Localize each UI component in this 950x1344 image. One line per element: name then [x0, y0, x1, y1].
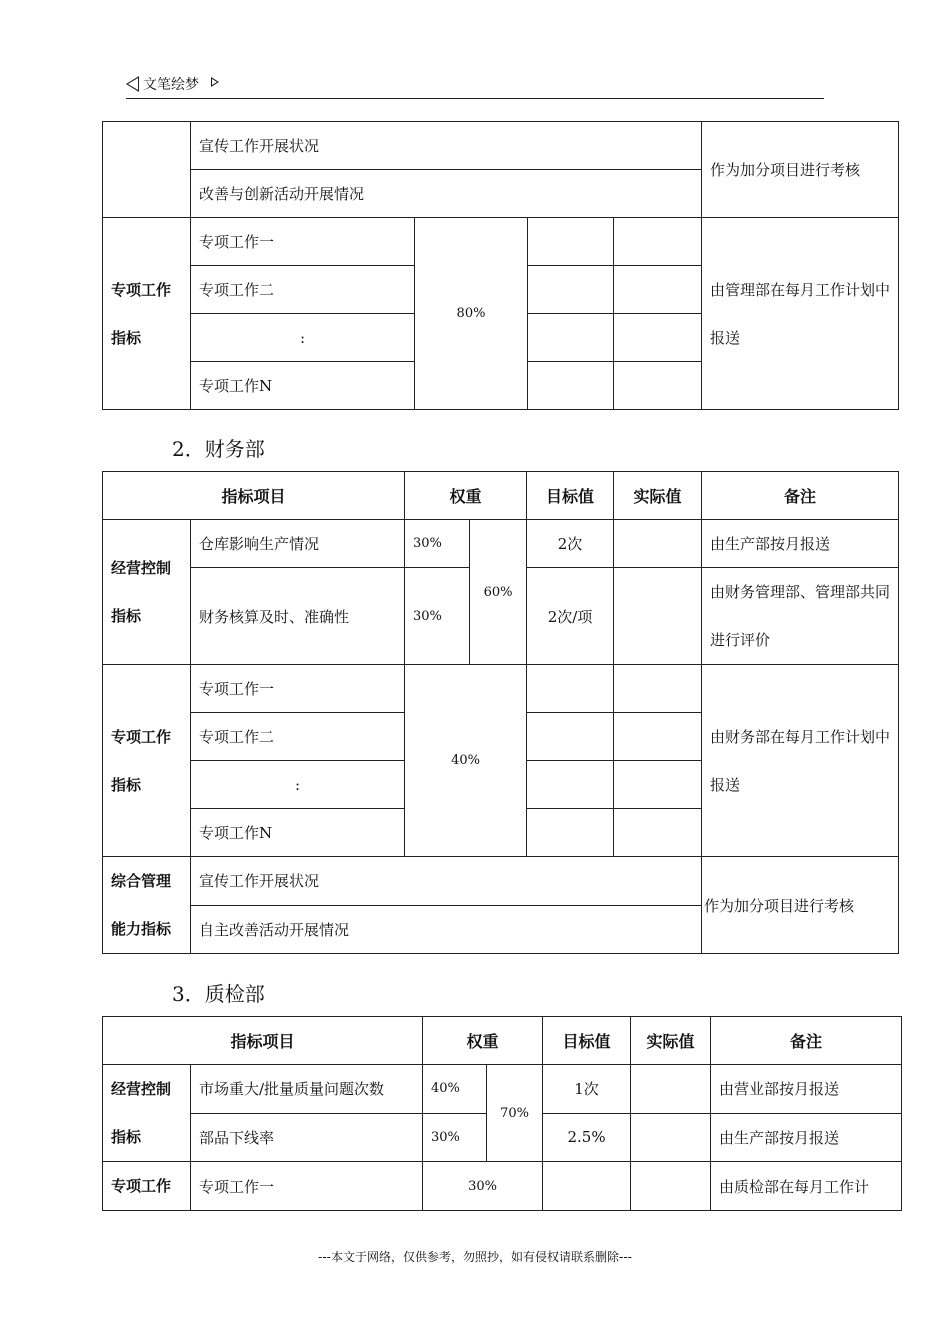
- ops-row-weight: 30%: [405, 568, 470, 665]
- special-weight: 40%: [405, 665, 527, 857]
- section-title-finance: 2．财务部: [172, 437, 265, 461]
- header-item: 指标项目: [103, 472, 405, 520]
- header-item: 指标项目: [103, 1017, 423, 1065]
- actual-cell: [614, 568, 702, 665]
- ops-row-note: 由生产部按月报送: [711, 1113, 902, 1162]
- ops-row-name: 市场重大/批量质量问题次数: [191, 1065, 423, 1114]
- mgmt-label: 综合管理能力指标: [103, 857, 191, 954]
- header-target: 目标值: [543, 1017, 631, 1065]
- mgmt-item-1: 宣传工作开展状况: [191, 857, 702, 906]
- actual-cell: [614, 520, 702, 568]
- ops-row-note: 由生产部按月报送: [702, 520, 899, 568]
- target-cell: [527, 713, 614, 761]
- special-item-n: 专项工作N: [191, 362, 415, 410]
- actual-cell: [614, 761, 702, 809]
- logo-text: 文笔绘梦: [143, 77, 199, 93]
- header-target: 目标值: [527, 472, 614, 520]
- header-actual: 实际值: [631, 1017, 711, 1065]
- header-note: 备注: [711, 1017, 902, 1065]
- page-footer: ---本文于网络，仅供参考，勿照抄，如有侵权请联系删除---: [318, 1250, 632, 1264]
- special-label: 专项工作指标: [103, 218, 191, 410]
- left-triangle-icon: [126, 76, 139, 92]
- target-cell: [527, 809, 614, 857]
- ops-total-weight: 60%: [470, 520, 527, 665]
- header-note: 备注: [702, 472, 899, 520]
- table-continued: [102, 121, 899, 410]
- empty-label-cell: [103, 122, 191, 218]
- special-item-ellipsis: :: [191, 761, 405, 809]
- ops-row-name: 仓库影响生产情况: [191, 520, 405, 568]
- actual-cell: [614, 266, 702, 314]
- target-cell: [543, 1162, 631, 1211]
- table-finance: [102, 471, 899, 954]
- mgmt-note: 作为加分项目进行考核: [702, 857, 899, 954]
- special-weight: 80%: [415, 218, 528, 410]
- actual-cell: [631, 1162, 711, 1211]
- page-header: [126, 72, 824, 99]
- actual-cell: [631, 1065, 711, 1114]
- special-weight: 30%: [423, 1162, 543, 1211]
- special-note: 由财务部在每月工作计划中报送: [702, 665, 899, 857]
- ops-row-weight: 30%: [405, 520, 470, 568]
- special-item-2: 专项工作二: [191, 266, 415, 314]
- special-label: 专项工作: [103, 1162, 191, 1211]
- bonus-note: 作为加分项目进行考核: [702, 122, 899, 218]
- header-actual: 实际值: [614, 472, 702, 520]
- right-triangle-icon: [211, 77, 219, 87]
- improve-cell: 改善与创新活动开展情况: [191, 170, 702, 218]
- ops-row-weight: 30%: [423, 1113, 487, 1162]
- special-item-2: 专项工作二: [191, 713, 405, 761]
- section-title-qc: 3．质检部: [172, 982, 265, 1006]
- target-cell: [528, 266, 614, 314]
- special-item-1: 专项工作一: [191, 218, 415, 266]
- special-label: 专项工作指标: [103, 665, 191, 857]
- target-cell: [528, 218, 614, 266]
- ops-label: 经营控制指标: [103, 1065, 191, 1162]
- actual-cell: [614, 218, 702, 266]
- ops-row-name: 财务核算及时、准确性: [191, 568, 405, 665]
- special-item-1: 专项工作一: [191, 1162, 423, 1211]
- ops-row-note: 由财务管理部、管理部共同进行评价: [702, 568, 899, 665]
- ops-total-weight: 70%: [487, 1065, 543, 1162]
- special-item-1: 专项工作一: [191, 665, 405, 713]
- header-weight: 权重: [423, 1017, 543, 1065]
- mgmt-item-2: 自主改善活动开展情况: [191, 905, 702, 954]
- ops-row-target: 2次/项: [527, 568, 614, 665]
- target-cell: [527, 665, 614, 713]
- ops-row-name: 部品下线率: [191, 1113, 423, 1162]
- special-note: 由质检部在每月工作计: [711, 1162, 902, 1211]
- special-item-n: 专项工作N: [191, 809, 405, 857]
- target-cell: [528, 362, 614, 410]
- promo-cell: 宣传工作开展状况: [191, 122, 702, 170]
- actual-cell: [631, 1113, 711, 1162]
- header-weight: 权重: [405, 472, 527, 520]
- ops-row-target: 1次: [543, 1065, 631, 1114]
- special-note: 由管理部在每月工作计划中报送: [702, 218, 899, 410]
- header-logo: [126, 74, 219, 94]
- actual-cell: [614, 809, 702, 857]
- table-qc: [102, 1016, 902, 1211]
- ops-row-note: 由营业部按月报送: [711, 1065, 902, 1114]
- ops-row-target: 2次: [527, 520, 614, 568]
- actual-cell: [614, 314, 702, 362]
- ops-row-target: 2.5%: [543, 1113, 631, 1162]
- actual-cell: [614, 713, 702, 761]
- target-cell: [528, 314, 614, 362]
- ops-row-weight: 40%: [423, 1065, 487, 1114]
- ops-label: 经营控制指标: [103, 520, 191, 665]
- actual-cell: [614, 665, 702, 713]
- target-cell: [527, 761, 614, 809]
- special-item-ellipsis: :: [191, 314, 415, 362]
- actual-cell: [614, 362, 702, 410]
